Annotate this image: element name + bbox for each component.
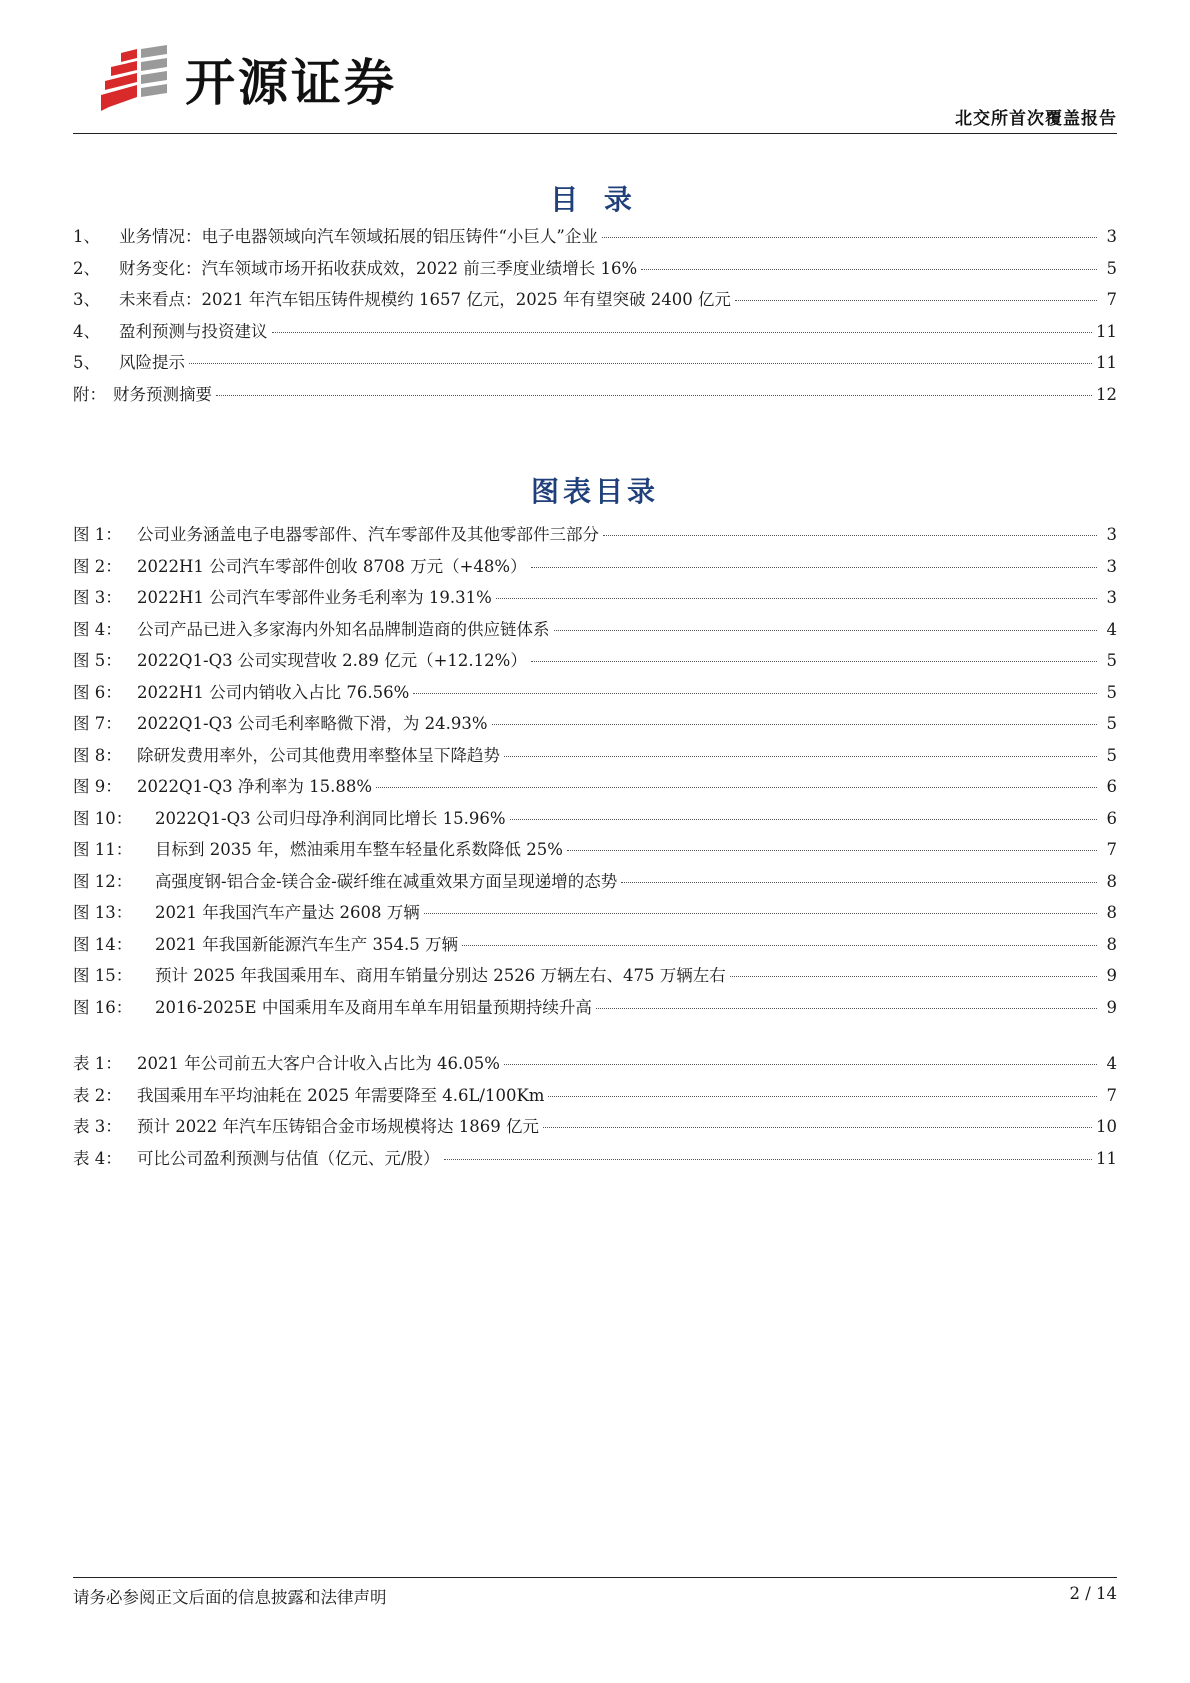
toc-entry-number: 4、 (73, 321, 100, 341)
leader-dots (492, 724, 1097, 725)
leader-dots (504, 1064, 1097, 1065)
figure-entry[interactable] (73, 679, 1117, 711)
footer-divider (73, 1577, 1117, 1578)
leader-dots (548, 1096, 1097, 1097)
figure-entry-title: 2022Q1-Q3 净利率为 15.88% (137, 777, 373, 796)
toc-entry-page: 12 (1096, 384, 1117, 404)
figure-entry-page: 6 (1106, 777, 1117, 796)
figure-entry-page: 6 (1106, 808, 1117, 828)
leader-dots (531, 567, 1097, 568)
figure-entry-page: 3 (1106, 588, 1117, 607)
toc-entry-number: 5、 (73, 353, 100, 372)
leader-dots (424, 913, 1097, 914)
toc-entry[interactable] (73, 286, 1117, 318)
table-entry[interactable] (73, 1145, 1117, 1177)
toc-entry-title: 业务情况：电子电器领域向汽车领域拓展的铝压铸件“小巨人”企业 (119, 227, 598, 246)
table-entry-page: 7 (1106, 1085, 1117, 1105)
table-entry[interactable] (73, 1113, 1117, 1145)
page-number: 2 / 14 (1069, 1584, 1117, 1603)
brand-logo (101, 44, 397, 114)
figure-entry-number: 图 5： (73, 651, 122, 670)
figure-entry-page: 8 (1106, 903, 1117, 922)
figure-entry-page: 4 (1106, 619, 1117, 639)
figure-entry-number: 图 15： (73, 966, 133, 985)
table-entry-number: 表 3： (73, 1117, 122, 1136)
figure-entry-number: 图 7： (73, 714, 122, 733)
leader-dots (603, 535, 1097, 536)
figure-entry-number: 图 14： (73, 934, 133, 954)
figure-entry-page: 8 (1106, 934, 1117, 954)
figure-entry-page: 7 (1106, 840, 1117, 859)
figure-entry-title: 公司业务涵盖电子电器零部件、汽车零部件及其他零部件三部分 (137, 525, 599, 544)
figure-entry-page: 5 (1106, 745, 1117, 765)
figure-entry-title: 2022H1 公司汽车零部件创收 8708 万元（+48%） (137, 556, 527, 576)
toc-entry[interactable] (73, 318, 1117, 350)
leader-dots (504, 756, 1097, 757)
table-entry-title: 预计 2022 年汽车压铸铝合金市场规模将达 1869 亿元 (137, 1117, 539, 1136)
toc-entry-number: 3、 (73, 290, 100, 309)
brand-name: 开源证券 (185, 54, 397, 112)
leader-dots (189, 363, 1092, 364)
figure-entry-title: 高强度钢-铝合金-镁合金-碳纤维在减重效果方面呈现递增的态势 (155, 871, 618, 891)
kaiyuan-logo-icon (101, 45, 171, 113)
figure-entry-number: 图 16： (73, 997, 133, 1017)
figure-entry[interactable] (73, 584, 1117, 616)
leader-dots (531, 661, 1097, 662)
figure-entry[interactable] (73, 521, 1117, 553)
toc-entry-page: 7 (1106, 290, 1117, 309)
table-entry-title: 可比公司盈利预测与估值（亿元、元/股） (137, 1148, 440, 1168)
figure-entry-page: 5 (1106, 651, 1117, 670)
figure-entry-number: 图 8： (73, 745, 122, 765)
figures-heading: 图表目录 (530, 475, 659, 508)
leader-dots (567, 850, 1097, 851)
figure-entry[interactable] (73, 616, 1117, 648)
toc-entry[interactable] (73, 223, 1117, 255)
figure-list (73, 521, 1117, 1025)
table-entry[interactable] (73, 1050, 1117, 1082)
figure-entry[interactable] (73, 899, 1117, 931)
figure-entry[interactable] (73, 962, 1117, 994)
leader-dots (596, 1008, 1097, 1009)
figure-entry-number: 图 1： (73, 525, 122, 544)
figure-entry[interactable] (73, 553, 1117, 585)
leader-dots (641, 269, 1097, 270)
figure-entry-page: 3 (1106, 556, 1117, 576)
leader-dots (413, 693, 1097, 694)
leader-dots (444, 1159, 1092, 1160)
figure-entry-page: 5 (1106, 682, 1117, 702)
leader-dots (730, 976, 1097, 977)
table-entry-page: 11 (1096, 1148, 1117, 1168)
figure-entry-title: 2022Q1-Q3 公司毛利率略微下滑，为 24.93% (137, 714, 488, 733)
table-list (73, 1050, 1117, 1176)
figure-entry-title: 预计 2025 年我国乘用车、商用车销量分别达 2526 万辆左右、475 万辆左右 (155, 966, 726, 985)
leader-dots (621, 882, 1097, 883)
table-entry[interactable] (73, 1082, 1117, 1114)
toc-entry-number: 附： (73, 384, 106, 404)
figure-entry-number: 图 9： (73, 777, 122, 796)
table-entry-page: 4 (1106, 1054, 1117, 1073)
toc-entry-page: 5 (1106, 258, 1117, 278)
toc-entry-title: 财务预测摘要 (113, 384, 212, 404)
figure-entry[interactable] (73, 742, 1117, 774)
figure-entry-title: 2021 年我国汽车产量达 2608 万辆 (155, 903, 420, 922)
figure-entry-page: 9 (1106, 997, 1117, 1017)
figure-entry-title: 目标到 2035 年，燃油乘用车整车轻量化系数降低 25% (155, 840, 563, 859)
figure-entry-number: 图 11： (73, 840, 133, 859)
leader-dots (216, 395, 1092, 396)
table-entry-title: 2021 年公司前五大客户合计收入占比为 46.05% (137, 1054, 500, 1073)
figure-entry-number: 图 4： (73, 619, 122, 639)
figure-entry-number: 图 3： (73, 588, 122, 607)
figure-entry[interactable] (73, 710, 1117, 742)
toc-entry-title: 未来看点：2021 年汽车铝压铸件规模约 1657 亿元，2025 年有望突破 2400 亿元 (119, 290, 731, 309)
toc-entry[interactable] (73, 255, 1117, 287)
toc-entry[interactable] (73, 349, 1117, 381)
figure-entry[interactable] (73, 647, 1117, 679)
figure-entry-number: 图 2： (73, 556, 122, 576)
toc-entry-title: 财务变化：汽车领域市场开拓收获成效，2022 前三季度业绩增长 16% (119, 258, 638, 278)
figure-entry-title: 公司产品已进入多家海内外知名品牌制造商的供应链体系 (137, 619, 550, 639)
figure-entry[interactable] (73, 994, 1117, 1026)
figure-entry-number: 图 13： (73, 903, 133, 922)
leader-dots (376, 787, 1097, 788)
toc-entry-number: 2、 (73, 258, 100, 278)
leader-dots (272, 332, 1093, 333)
toc-entry-title: 盈利预测与投资建议 (119, 321, 268, 341)
figure-entry-page: 5 (1106, 714, 1117, 733)
leader-dots (510, 819, 1097, 820)
footer-disclaimer: 请务必参阅正文后面的信息披露和法律声明 (73, 1588, 387, 1607)
leader-dots (496, 598, 1097, 599)
toc-list (73, 223, 1117, 412)
toc-entry[interactable] (73, 381, 1117, 413)
figure-entry-number: 图 6： (73, 682, 122, 702)
figure-entry[interactable] (73, 836, 1117, 868)
toc-heading: 目 录 (550, 183, 640, 216)
table-entry-number: 表 1： (73, 1054, 122, 1073)
figure-entry-number: 图 10： (73, 808, 133, 828)
figure-entry-title: 2021 年我国新能源汽车生产 354.5 万辆 (155, 934, 458, 954)
leader-dots (462, 945, 1097, 946)
page-header (73, 38, 1117, 133)
figure-entry-title: 2022Q1-Q3 公司实现营收 2.89 亿元（+12.12%） (137, 651, 527, 670)
leader-dots (735, 300, 1097, 301)
toc-entry-title: 风险提示 (119, 353, 185, 372)
table-entry-number: 表 2： (73, 1085, 122, 1105)
toc-entry-page: 3 (1106, 227, 1117, 246)
figure-entry-title: 2022H1 公司内销收入占比 76.56% (137, 682, 410, 702)
figure-entry[interactable] (73, 773, 1117, 805)
toc-entry-page: 11 (1096, 353, 1117, 372)
header-divider (73, 133, 1117, 134)
toc-entry-page: 11 (1096, 321, 1117, 341)
figure-entry-page: 9 (1106, 966, 1117, 985)
toc-entry-number: 1、 (73, 227, 100, 246)
table-entry-number: 表 4： (73, 1148, 122, 1168)
figure-entry[interactable] (73, 868, 1117, 900)
figure-entry-number: 图 12： (73, 871, 133, 891)
report-type: 北交所首次覆盖报告 (955, 109, 1117, 129)
table-entry-title: 我国乘用车平均油耗在 2025 年需要降至 4.6L/100Km (137, 1085, 545, 1105)
figure-entry[interactable] (73, 805, 1117, 837)
figure-entry-page: 3 (1106, 525, 1117, 544)
figure-entry-title: 2022H1 公司汽车零部件业务毛利率为 19.31% (137, 588, 492, 607)
figure-entry-page: 8 (1106, 871, 1117, 891)
figure-entry-title: 2022Q1-Q3 公司归母净利润同比增长 15.96% (155, 808, 506, 828)
figure-entry[interactable] (73, 931, 1117, 963)
leader-dots (543, 1127, 1092, 1128)
figure-entry-title: 2016-2025E 中国乘用车及商用车单车用铝量预期持续升高 (155, 997, 592, 1017)
table-entry-page: 10 (1096, 1117, 1117, 1136)
leader-dots (602, 237, 1097, 238)
figure-entry-title: 除研发费用率外，公司其他费用率整体呈下降趋势 (137, 745, 500, 765)
leader-dots (554, 630, 1098, 631)
